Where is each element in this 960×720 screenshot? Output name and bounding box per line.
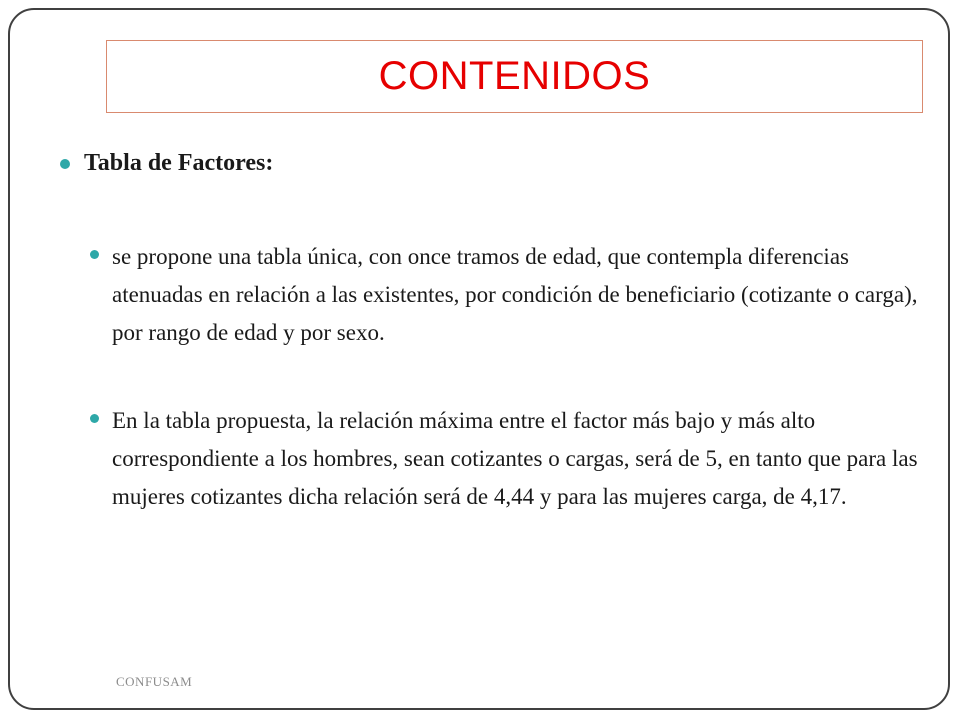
sub-bullet-text: En la tabla propuesta, la relación máxima entre el factor más bajo y más alto correspondiente a los hombres, sean cotizantes o cargas, será de 5, en tanto que para las mujeres cotizantes dicha relación será de 4,44 y para las mujeres carga, de 4,17.: [112, 408, 918, 509]
slide-frame: [8, 8, 950, 710]
bullet-dot-icon: [90, 250, 99, 259]
heading-bullet: [60, 150, 273, 177]
section-heading: Tabla de Factores:: [84, 150, 274, 176]
sub-bullet-text: se propone una tabla única, con once tramos de edad, que contempla diferencias atenuadas en relación a las existentes, por condición de beneficiario (cotizante o carga), por rango de edad y por sexo.: [112, 244, 918, 345]
bullet-dot-icon: [90, 414, 99, 423]
bullet-dot-icon: [60, 159, 70, 169]
footer-label: CONFUSAM: [116, 674, 193, 689]
sub-bullet-1: [90, 238, 920, 352]
sub-bullet-2: [90, 402, 920, 516]
slide-title: CONTENIDOS: [378, 54, 651, 98]
title-box: [106, 40, 923, 113]
